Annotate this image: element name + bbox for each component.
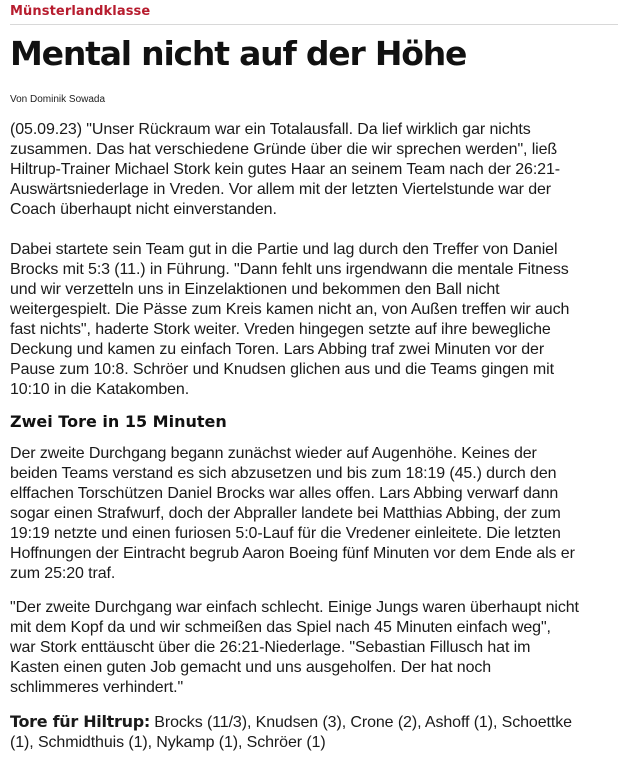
article-paragraph-3: Der zweite Durchgang begann zunächst wieder auf Augenhöhe. Keines der beiden Teams verstand es sich abzusetzen und bis zum 18:19 (45.) durch den elffachen Torschützen Daniel Brocks war alles offen. Lars Abbing verwarf dann sogar einen Strafwurf, doch der Abpraller landete bei Matthias Abbing, der zum 19:19 netzte und einen furiosen 5:0-Lauf für die Vredener einleitete. Die letzten Hoffnungen der Eintracht begrub Aaron Boeing fünf Minuten vor dem Ende als er zum 25:20 traf. <box>10 445 575 582</box>
article-subheading: Zwei Tore in 15 Minuten <box>10 412 227 431</box>
article-paragraph-1: (05.09.23) "Unser Rückraum war ein Totalausfall. Da lief wirklich gar nichts zusammen. Das hat verschiedene Gründe über die wir sprechen werden", ließ Hiltrup-Trainer Michael Stork kein gutes Haar an seinem Team nach der 26:21- Auswärtsniederlage in Vreden. Vor allem mit der letzten Viertelstunde war der Coach überhaupt nicht einverstanden. <box>10 121 560 218</box>
kicker-divider <box>10 24 618 25</box>
section-kicker[interactable]: Münsterlandklasse <box>10 4 151 19</box>
article-paragraph-2: Dabei startete sein Team gut in die Partie und lag durch den Treffer von Daniel Brocks mit 5:3 (11.) in Führung. "Dann fehlt uns irgendwann die mentale Fitness und wir verzetteln uns in Einzelaktionen und bekommen den Ball nicht weitergespielt. Die Pässe zum Kreis kamen nicht an, von Außen treffen wir auch fast nichts", haderte Stork weiter. Vreden hingegen setzte auf ihre bewegliche Deckung und kamen zu einfach Toren. Lars Abbing traf zwei Minuten vor der Pause zum 10:8. Schröer und Knudsen glichen aus und die Teams gingen mit 10:10 in die Katakomben. <box>10 241 570 398</box>
article-headline: Mental nicht auf der Höhe <box>10 34 467 73</box>
article-paragraph-4: "Der zweite Durchgang war einfach schlecht. Einige Jungs waren überhaupt nicht mit dem Kopf da und wir schmeißen das Spiel nach 45 Minuten einfach weg", war Stork enttäuscht über die 26:21-Niederlage. "Sebastian Fillusch hat im Kasten einen guten Job gemacht und uns ausgeholfen. Der hat noch schlimmeres verhindert." <box>10 599 579 696</box>
scorers-list: Brocks (11/3), Knudsen (3), Crone (2), Ashoff (1), Schoettke (1), Schmidthuis (1), Nykamp (1), Schröer (1) <box>10 714 572 751</box>
article-byline: Von Dominik Sowada <box>10 94 106 105</box>
scorers-paragraph <box>10 712 622 753</box>
scorers-label: Tore für Hiltrup: <box>10 712 150 731</box>
